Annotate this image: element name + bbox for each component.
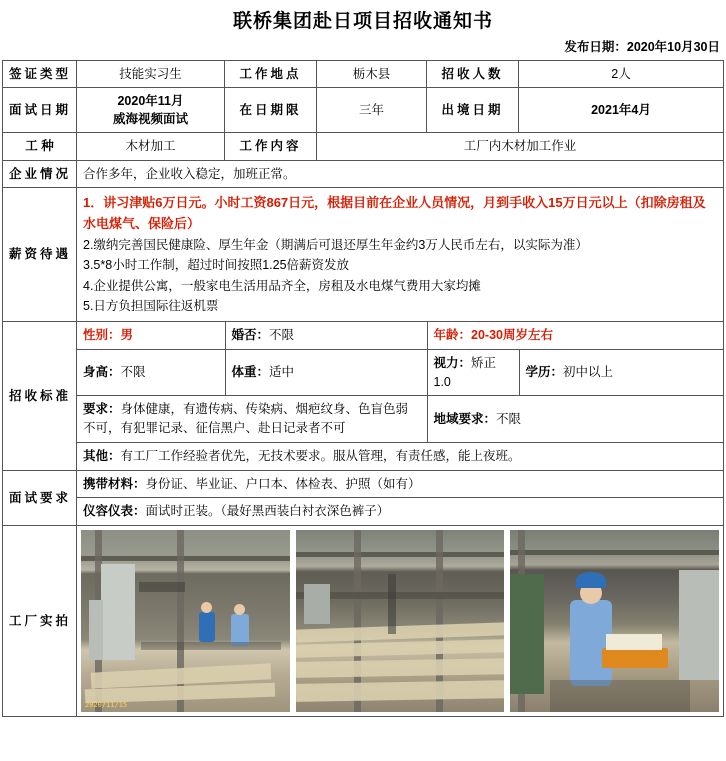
marriage-cell	[225, 322, 427, 349]
interview-table	[77, 471, 723, 526]
table-row	[3, 322, 724, 471]
company-status-label: 企业情况	[3, 160, 77, 187]
requirements-value: 身体健康，有遗传病、传染病、烟疤纹身、色盲色弱不可，有犯罪记录、征信黑户、赴日记录者不可	[83, 402, 409, 435]
marriage-label: 婚否：	[231, 328, 270, 342]
gender-value: 男	[120, 328, 134, 342]
salary-label: 薪资待遇	[3, 187, 77, 321]
notice-table	[2, 60, 724, 717]
departure-date-label: 出境日期	[427, 88, 519, 133]
materials-value: 身份证、毕业证、户口本、体检表、护照（如有）	[145, 476, 421, 491]
stay-period-label: 在日期限	[225, 88, 317, 133]
departure-date-value: 2021年4月	[519, 88, 724, 133]
education-cell	[519, 349, 723, 396]
visa-type-value: 技能实习生	[77, 61, 225, 88]
other-value: 有工厂工作经验者优先，无技术要求。服从管理，有责任感，能上夜班。	[120, 448, 521, 463]
publish-date: 发布日期：2020年10月30日	[564, 40, 720, 54]
weight-value: 适中	[269, 365, 295, 380]
photo-timestamp-1: 2020/11/15	[85, 700, 128, 709]
appearance-value: 面试时正装。（最好黑西装白衬衣深色裤子）	[145, 504, 390, 519]
work-location-value: 栃木县	[317, 61, 427, 88]
list-item: 5.日方负担国际往返机票	[83, 299, 219, 314]
education-value: 初中以上	[563, 365, 614, 380]
appearance-label: 仪容仪表：	[83, 504, 146, 519]
materials-cell	[77, 471, 723, 498]
stay-period-value: 三年	[317, 88, 427, 133]
factory-photo-2	[296, 530, 505, 712]
gender-cell	[77, 322, 225, 349]
table-row	[3, 88, 724, 133]
table-row	[77, 396, 723, 443]
table-row	[3, 526, 724, 717]
page-title: 联桥集团赴日项目招收通知书	[232, 11, 493, 32]
other-cell	[77, 442, 723, 469]
interview-date-line1: 2020年11月	[117, 94, 184, 109]
requirements-cell	[77, 396, 427, 443]
weight-cell	[225, 349, 427, 396]
table-row	[3, 470, 724, 526]
vision-cell	[427, 349, 519, 396]
height-label: 身高：	[83, 365, 121, 380]
age-cell	[427, 322, 723, 349]
interview-requirements-block	[77, 470, 724, 526]
materials-label: 携带材料：	[83, 476, 146, 491]
list-item: 1．讲习津贴6万日元。小时工资867日元，根据目前在企业人员情况，月到手收入15万日元以上（扣除房租及水电煤气、保险后）	[83, 194, 706, 232]
requirements-label: 要求：	[83, 402, 121, 417]
criteria-label: 招收标准	[3, 322, 77, 471]
height-value: 不限	[120, 365, 146, 380]
visa-type-label: 签证类型	[3, 61, 77, 88]
height-cell	[77, 349, 225, 396]
factory-photo-3	[510, 530, 719, 712]
education-label: 学历：	[525, 365, 564, 380]
interview-date-value	[77, 88, 225, 133]
table-row	[3, 187, 724, 321]
job-content-label: 工作内容	[225, 133, 317, 160]
factory-photo-1	[81, 530, 290, 712]
table-row	[77, 442, 723, 469]
list-item: 3.5*8小时工作制，超过时间按照1.25倍薪资发放	[83, 258, 350, 273]
salary-value	[77, 187, 724, 321]
region-value: 不限	[496, 411, 522, 426]
vision-value: 矫正1.0	[433, 355, 497, 389]
job-type-value: 木材加工	[77, 133, 225, 160]
list-item: 4.企业提供公寓，一般家电生活用品齐全，房租及水电煤气费用大家均摊	[83, 278, 481, 293]
weight-label: 体重：	[231, 365, 270, 380]
criteria-block	[77, 322, 724, 471]
table-row	[3, 160, 724, 187]
table-row	[77, 471, 723, 498]
interview-date-label: 面试日期	[3, 88, 77, 133]
headcount-value: 2人	[519, 61, 724, 88]
interview-requirements-label: 面试要求	[3, 470, 77, 526]
table-row	[77, 498, 723, 525]
age-value: 20-30周岁左右	[471, 328, 553, 342]
other-label: 其他：	[83, 448, 121, 463]
criteria-table	[77, 322, 723, 470]
table-row	[3, 133, 724, 160]
work-location-label: 工作地点	[225, 61, 317, 88]
salary-list	[83, 192, 717, 317]
factory-photos-gallery	[79, 528, 721, 714]
job-content-value: 工厂内木材加工作业	[317, 133, 724, 160]
factory-photos-cell	[77, 526, 724, 717]
list-item: 2.缴纳完善国民健康险、厚生年金（期满后可退还厚生年金约3万人民币左右，以实际为准）	[83, 237, 588, 252]
job-type-label: 工 种	[3, 133, 77, 160]
marriage-value: 不限	[269, 328, 295, 342]
appearance-cell	[77, 498, 723, 525]
region-label: 地域要求：	[433, 411, 497, 426]
region-cell	[427, 396, 723, 443]
factory-photos-label: 工厂实拍	[3, 526, 77, 717]
headcount-label: 招收人数	[427, 61, 519, 88]
vision-label: 视力：	[433, 355, 472, 370]
company-status-value: 合作多年，企业收入稳定，加班正常。	[77, 160, 724, 187]
table-row	[3, 61, 724, 88]
gender-label: 性别：	[83, 328, 121, 342]
table-row	[77, 349, 723, 396]
age-label: 年龄：	[433, 328, 472, 342]
table-row	[77, 322, 723, 349]
interview-date-line2: 威海视频面试	[112, 112, 188, 127]
